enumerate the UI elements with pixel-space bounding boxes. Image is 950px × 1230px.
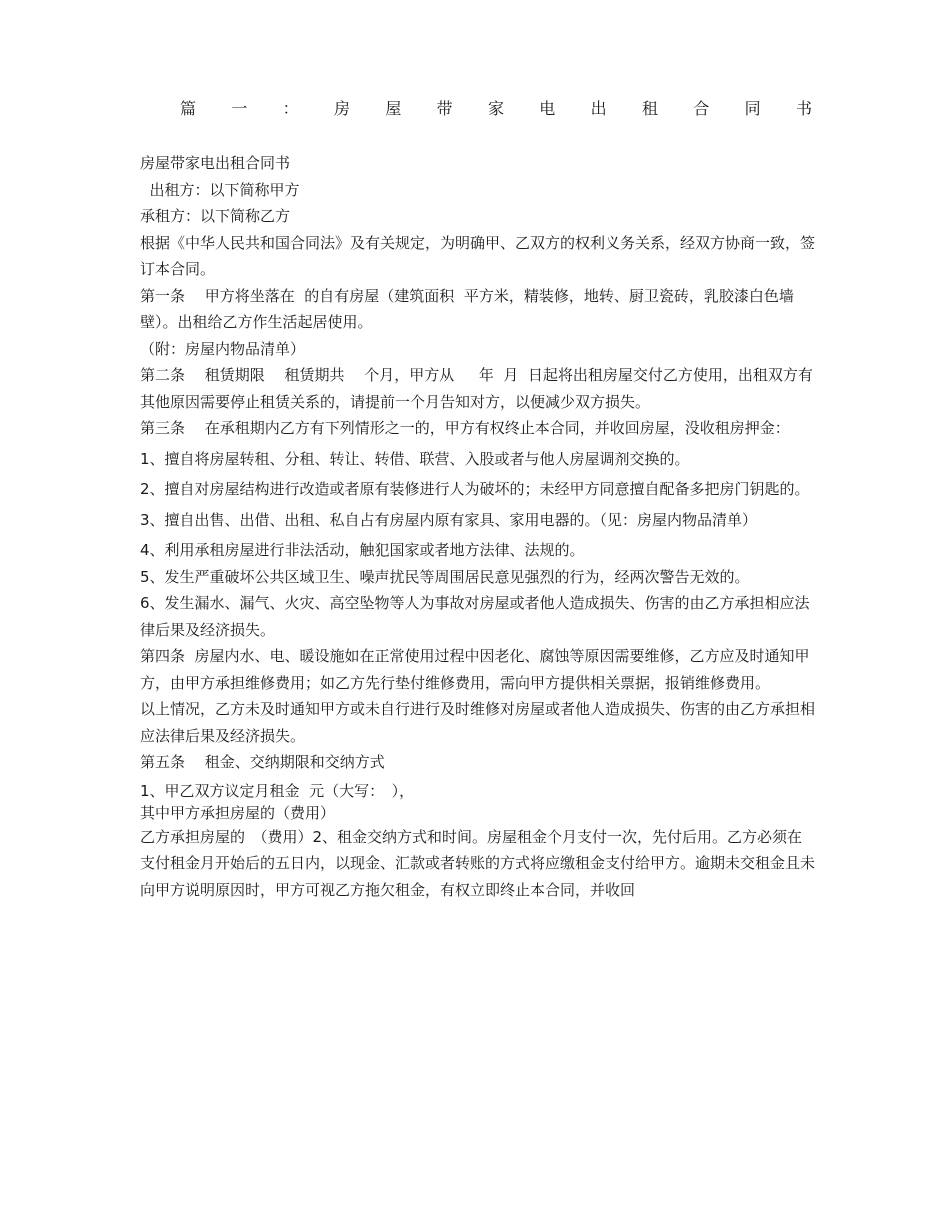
- paragraph: 5、发生严重破坏公共区域卫生、噪声扰民等周围居民意见强烈的行为，经两次警告无效的。: [140, 567, 750, 586]
- paragraph: 第五条 租金、交纳期限和交纳方式: [140, 753, 385, 771]
- paragraph: 第三条 在承租期内乙方有下列情形之一的，甲方有权终止本合同，并收回房屋，没收租房押金：: [140, 419, 790, 437]
- document-body: [140, 150, 815, 903]
- paragraph: 第二条 租赁期限 租赁期共 个月，甲方从 年 月 日起将出租房屋交付乙方使用，出租双方有其他原因需要停止租赁关系的，请提前一个月告知对方，以便减少双方损失。: [140, 366, 813, 411]
- paragraph: 4、利用承租房屋进行非法活动，触犯国家或者地方法律、法规的。: [140, 541, 585, 559]
- paragraph: 1、擅自将房屋转租、分租、转让、转借、联营、入股或者与他人房屋调剂交换的。: [140, 449, 690, 468]
- title-char: ：: [282, 99, 299, 118]
- paragraph: 乙方承担房屋的 （费用）2、租金交纳方式和时间。房屋租金个月支付一次，先付后用。乙方必须在支付租金月开始后的五日内，以现金、汇款或者转账的方式将应缴租金支付给甲方。逾期未交租金且未向甲方说明原因时，甲方可视乙方拖欠租金，有权立即终止本合同，并收回: [140, 827, 816, 899]
- paragraph: 房屋带家电出租合同书: [140, 154, 291, 172]
- paragraph: 其中甲方承担房屋的（费用）: [140, 803, 336, 822]
- title-char: 电: [539, 99, 556, 118]
- document-title: [180, 98, 812, 120]
- title-char: 同: [744, 99, 761, 118]
- title-char: 一: [231, 99, 248, 118]
- title-char: 书: [795, 99, 812, 118]
- title-char: 出: [590, 99, 607, 118]
- title-char: 房: [333, 99, 350, 118]
- paragraph: 以上情况，乙方未及时通知甲方或未自行进行及时维修对房屋或者他人造成损失、伤害的由乙方承担相应法律后果及经济损失。: [140, 700, 816, 745]
- paragraph: 3、擅自出售、出借、出租、私自占有房屋内原有家具、家用电器的。（见：房屋内物品清单）: [140, 510, 758, 529]
- title-char: 家: [487, 99, 504, 118]
- title-char: 篇: [180, 99, 197, 118]
- paragraph: 2、擅自对房屋结构进行改造或者原有装修进行人为破坏的；未经甲方同意擅自配备多把房门钥匙的。: [140, 480, 810, 498]
- paragraph: 承租方：以下简称乙方: [140, 207, 291, 225]
- paragraph: 1、甲乙双方议定月租金 元（大写： ），: [140, 781, 415, 800]
- paragraph: 6、发生漏水、漏气、火灾、高空坠物等人为事故对房屋或者他人造成损失、伤害的由乙方承担相应法律后果及经济损失。: [140, 594, 810, 639]
- title-char: 带: [436, 99, 453, 118]
- title-char: 屋: [385, 99, 402, 118]
- title-char: 合: [693, 99, 710, 118]
- paragraph: 根据《中华人民共和国合同法》及有关规定，为明确甲、乙双方的权利义务关系，经双方协商一致，签订本合同。: [140, 233, 816, 278]
- paragraph: 第一条 甲方将坐落在 的自有房屋（建筑面积 平方米，精装修，地转、厨卫瓷砖，乳胶漆白色墙壁）。出租给乙方作生活起居使用。: [140, 286, 794, 331]
- paragraph: 出租方：以下简称甲方: [140, 180, 300, 199]
- paragraph: 第四条 房屋内水、电、暖设施如在正常使用过程中因老化、腐蚀等原因需要维修，乙方应及时通知甲方，由甲方承担维修费用；如乙方先行垫付维修费用，需向甲方提供相关票据，报销维修费用。: [140, 647, 810, 692]
- paragraph: （附：房屋内物品清单）: [140, 339, 306, 358]
- title-char: 租: [641, 99, 658, 118]
